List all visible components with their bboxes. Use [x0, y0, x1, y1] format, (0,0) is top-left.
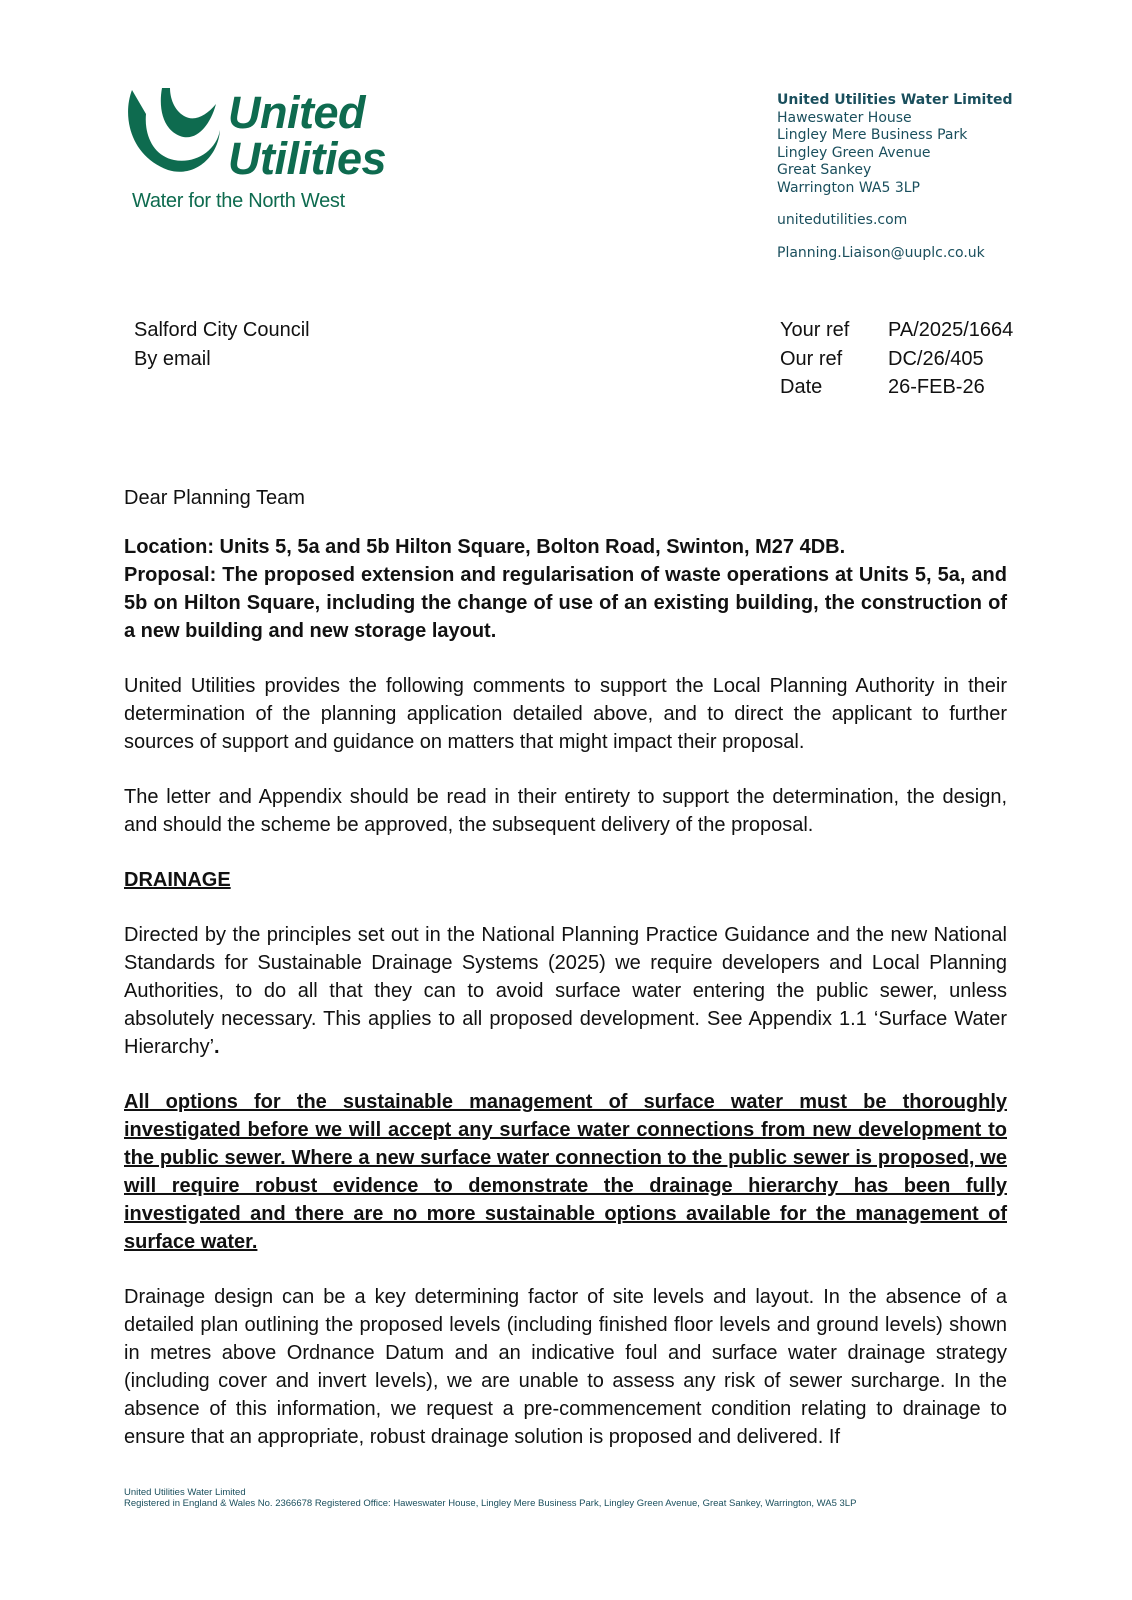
ref-label: Our ref [780, 347, 843, 370]
logo-word-united: United [228, 87, 365, 138]
recipient-name: Salford City Council [134, 319, 310, 341]
letter-body [124, 484, 1007, 1478]
sender-address [777, 92, 1013, 262]
ref-label: Date [780, 376, 823, 398]
address-line: Haweswater House [777, 109, 912, 126]
ref-label: Your ref [780, 319, 850, 341]
logo-word-utilities: Utilities [228, 133, 387, 184]
drainage-paragraph-text: Directed by the principles set out in the National Planning Practice Guidance and the new National Standards for Sustainable Drainage Systems (2025) we require developers and Local Planning Authorities, to do all that they can to avoid surface water entering the public sewer, unless absolutely necessary. This applies to all proposed development. See Appendix 1.1 ‘Surface Water Hierarchy’ [124, 924, 1007, 1058]
footer-company: United Utilities Water Limited [124, 1487, 246, 1498]
ref-row [780, 345, 1013, 374]
emphasis-paragraph: All options for the sustainable management of surface water must be thoroughly investigated before we will accept any surface water connections from new development to the public sewer. Where a new surface water connection to the public sewer is proposed, we will require robust evidence to demonstrate the drainage hierarchy has been fully investigated and there are no more sustainable options available for the management of surface water. [124, 1091, 1007, 1253]
drainage-paragraph-end: . [214, 1036, 220, 1058]
drainage-paragraph [124, 921, 1007, 1061]
sender-company: United Utilities Water Limited [777, 92, 1013, 108]
ref-row [780, 373, 1013, 402]
salutation: Dear Planning Team [124, 487, 305, 509]
united-utilities-logo-mark-icon [124, 86, 224, 178]
ref-value: PA/2025/1664 [888, 319, 1014, 341]
address-line: Warrington WA5 3LP [777, 179, 920, 196]
company-logo [124, 86, 387, 216]
address-line: Lingley Mere Business Park [777, 127, 968, 143]
reference-block [780, 316, 1013, 402]
intro-paragraph: United Utilities provides the following comments to support the Local Planning Authority in their determination of the planning application detailed above, and to direct the applicant to further sources of support and guidance on matters that might impact their proposal. [124, 675, 1007, 753]
ref-value: 26-FEB-26 [888, 376, 985, 398]
subject-block [124, 533, 1007, 645]
ref-value: DC/26/405 [888, 347, 984, 370]
drainage-design-paragraph: Drainage design can be a key determining factor of site levels and layout. In the absence of a detailed plan outlining the proposed levels (including finished floor levels and ground levels) shown in metres above Ordnance Datum and an indicative foul and surface water drainage strategy (including cover and invert levels), we are unable to assess any risk of sewer surcharge. In the absence of this information, we request a pre-commencement condition relating to drainage to ensure that an appropriate, robust drainage solution is proposed and delivered. If [124, 1286, 1007, 1448]
address-line: Lingley Green Avenue [777, 144, 931, 161]
footer-registration: Registered in England & Wales No. 2366678 Registered Office: Haweswater House, Lingley Mere Business Park, Lingley Green Avenue, Great Sankey, Warrington, WA5 3LP [124, 1498, 857, 1509]
recipient-block [134, 316, 310, 373]
address-line: Great Sankey [777, 162, 872, 178]
ref-row [780, 316, 1013, 345]
logo-tagline: Water for the North West [132, 190, 345, 212]
recipient-method: By email [134, 347, 211, 370]
page-footer [124, 1487, 856, 1509]
drainage-heading: DRAINAGE [124, 869, 231, 891]
proposal-line: Proposal: The proposed extension and regularisation of waste operations at Units 5, 5a, and 5b on Hilton Square, including the change of use of an existing building, the construction of a new building and new storage layout. [124, 564, 1007, 642]
sender-website: unitedutilities.com [777, 212, 908, 228]
appendix-paragraph: The letter and Appendix should be read in their entirety to support the determination, the design, and should the scheme be approved, the subsequent delivery of the proposal. [124, 786, 1007, 836]
sender-email: Planning.Liaison@uuplc.co.uk [777, 244, 985, 261]
location-line: Location: Units 5, 5a and 5b Hilton Square, Bolton Road, Swinton, M27 4DB. [124, 536, 846, 558]
